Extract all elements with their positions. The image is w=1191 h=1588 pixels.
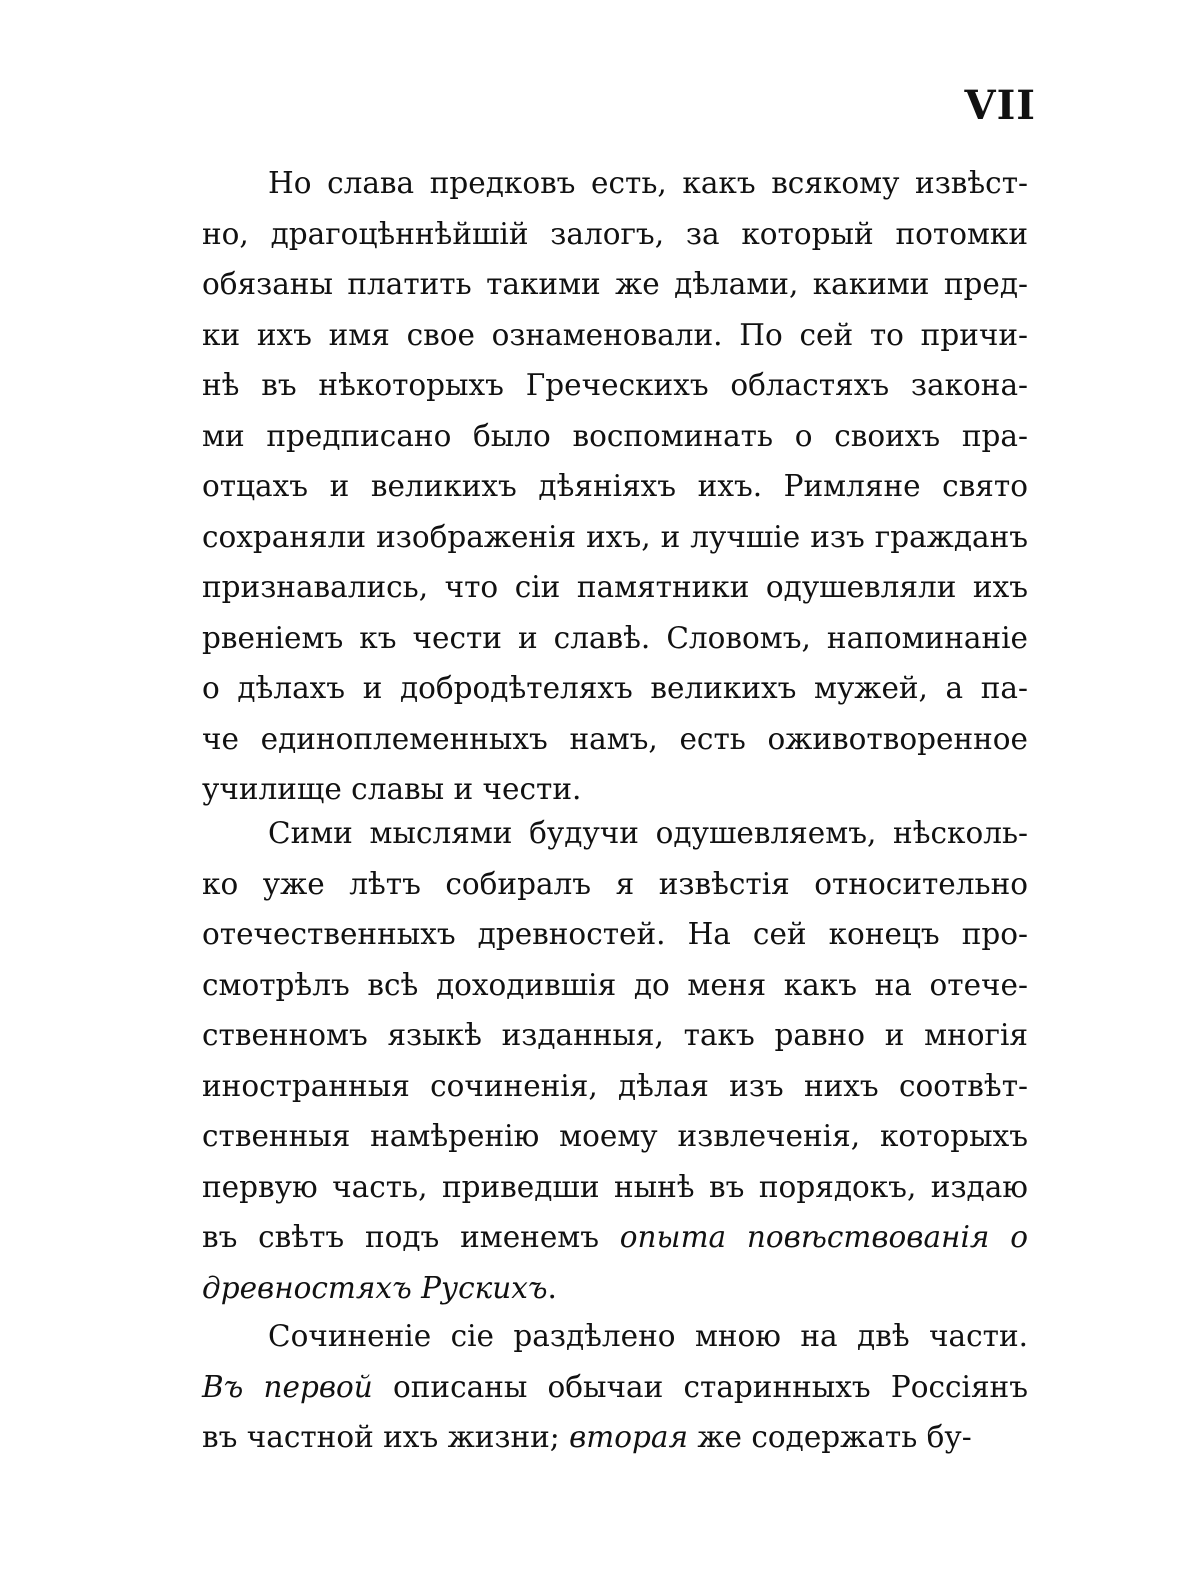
text-run: ми предписано было воспоминать о своихъ пра- <box>202 418 1028 453</box>
text-line <box>268 157 1028 209</box>
page-number: VII <box>964 82 1036 129</box>
italic-text: опыта повѣствованія о <box>619 1220 1028 1254</box>
text-line <box>202 662 1028 714</box>
text-run: сохраняли изображенія ихъ, и лучшіе изъ гражданъ <box>202 519 1028 554</box>
text-line <box>202 1060 1028 1112</box>
text-line <box>268 1310 1028 1362</box>
text-run: признавались, что сіи памятники одушевляли ихъ <box>202 570 1028 604</box>
text-run: обязаны платить такими же дѣлами, какими пред- <box>202 267 1028 301</box>
italic-text: древностяхъ Рускихъ <box>202 1270 548 1305</box>
text-line <box>202 410 1028 462</box>
text-run: рвеніемъ къ чести и славѣ. Словомъ, напоминаніе <box>202 620 1028 655</box>
italic-text: Въ первой <box>202 1369 373 1404</box>
text-line <box>202 1411 1028 1463</box>
text-run: нѣ въ нѣкоторыхъ Греческихъ областяхъ закона- <box>202 368 1028 402</box>
text-run: о дѣлахъ и добродѣтеляхъ великихъ мужей, а па- <box>202 671 1028 705</box>
text-run: ственномъ языкѣ изданныя, такъ равно и многія <box>202 1018 1028 1052</box>
text-run: описаны обычаи старинныхъ Россіянъ <box>372 1369 1028 1404</box>
text-run: иностранныя сочиненія, дѣлая изъ нихъ соотвѣт- <box>202 1068 1028 1103</box>
text-run: ки ихъ имя свое ознаменовали. По сей то причи- <box>202 317 1028 352</box>
text-line <box>202 1211 1028 1263</box>
text-run: отцахъ и великихъ дѣяніяхъ ихъ. Римляне свято <box>202 469 1028 503</box>
text-run: первую часть, приведши нынѣ въ порядокъ, издаю <box>202 1169 1028 1204</box>
text-line <box>202 1262 1028 1314</box>
text-line <box>202 612 1028 664</box>
text-line <box>202 1161 1028 1213</box>
text-run: Сочиненіе сіе раздѣлено мною на двѣ части. <box>268 1319 1028 1353</box>
text-line <box>202 1110 1028 1162</box>
text-run: отечественныхъ древностей. На сей конецъ про- <box>202 917 1028 951</box>
text-line <box>202 1361 1028 1413</box>
text-line <box>202 908 1028 960</box>
text-line <box>202 258 1028 310</box>
text-line <box>202 858 1028 910</box>
text-line <box>268 807 1028 859</box>
text-run: но, драгоцѣннѣйшій залогъ, за который потомки <box>202 216 1028 251</box>
text-run: че единоплеменныхъ намъ, есть оживотворенное <box>202 721 1028 756</box>
text-run: въ свѣтъ подъ именемъ <box>202 1220 620 1254</box>
italic-text: вторая <box>569 1420 689 1454</box>
text-line <box>202 959 1028 1011</box>
text-run: ственныя намѣренію моему извлеченія, которыхъ <box>202 1119 1028 1153</box>
text-run: въ частной ихъ жизни; <box>202 1420 570 1454</box>
text-run: . <box>547 1270 557 1305</box>
text-line <box>202 208 1028 260</box>
text-run: Но слава предковъ есть, какъ всякому извѣст- <box>268 166 1028 200</box>
text-line <box>202 713 1028 765</box>
text-line <box>202 309 1028 361</box>
text-run: смотрѣлъ всѣ доходившія до меня какъ на отече- <box>202 967 1028 1002</box>
text-line <box>202 561 1028 613</box>
text-line <box>202 511 1028 563</box>
text-run: ко уже лѣтъ собиралъ я извѣстія относительно <box>202 866 1028 901</box>
text-run: училище славы и чести. <box>202 772 582 806</box>
text-line <box>202 359 1028 411</box>
text-run: же содержать бу- <box>688 1420 972 1454</box>
text-run: Сими мыслями будучи одушевляемъ, нѣсколь- <box>268 816 1028 850</box>
text-line <box>202 460 1028 512</box>
text-line <box>202 1009 1028 1061</box>
